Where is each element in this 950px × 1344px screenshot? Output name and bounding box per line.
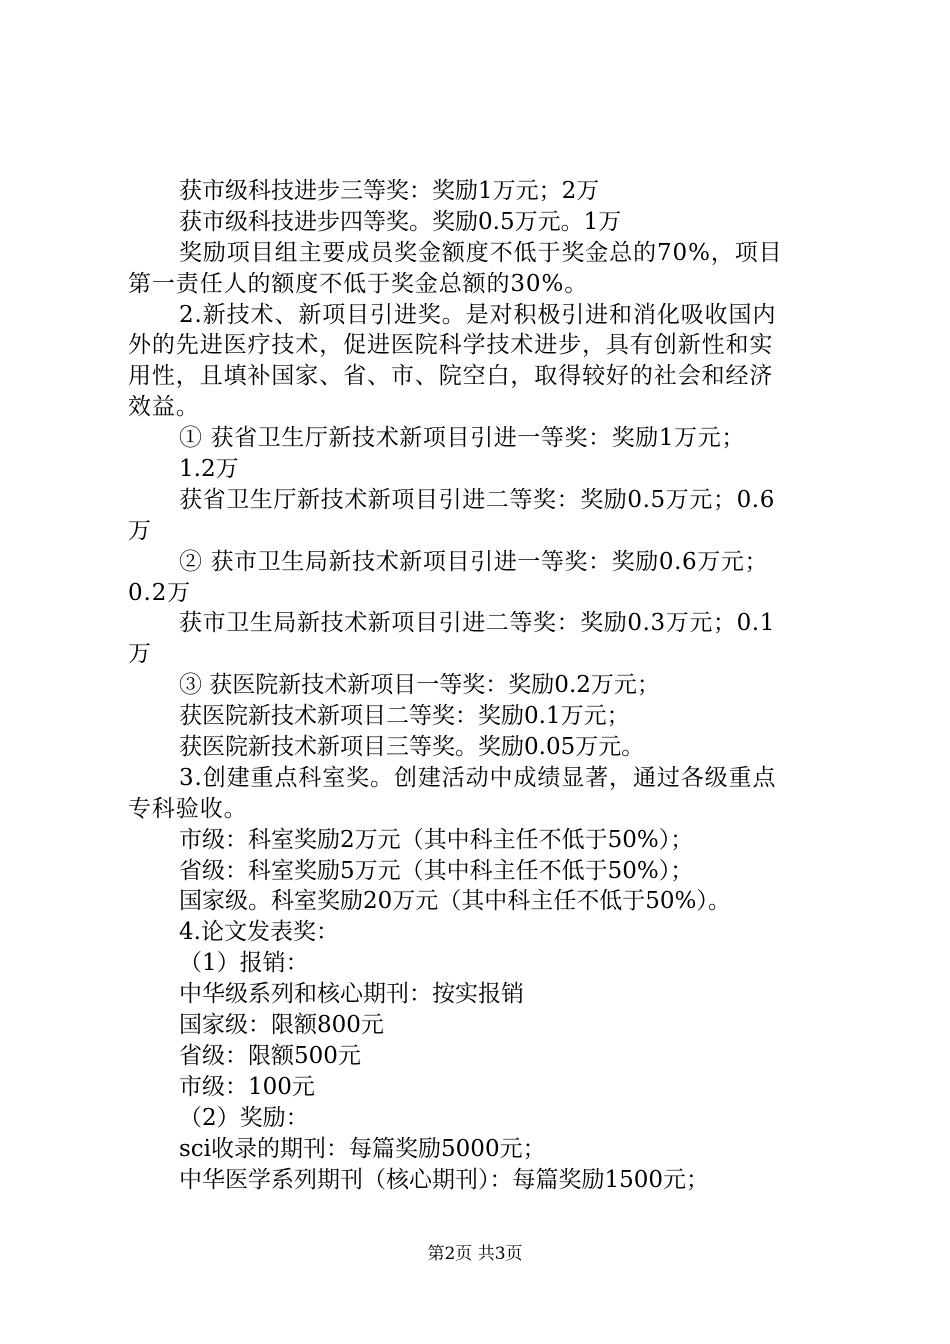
- text-line: 省级：科室奖励5万元（其中科主任不低于50%）；: [179, 857, 694, 884]
- text-line: 外的先进医疗技术，促进医院科学技术进步，具有创新性和实: [128, 332, 774, 359]
- text-line: 1.2万: [179, 456, 239, 483]
- text-line: sci收录的期刊：每篇奖励5000元；: [179, 1135, 546, 1162]
- text-line: 效益。: [128, 394, 200, 421]
- text-line: （2）奖励：: [179, 1104, 309, 1131]
- text-line: 用性，且填补国家、省、市、院空白，取得较好的社会和经济: [128, 363, 774, 390]
- text-line: 市级：科室奖励2万元（其中科主任不低于50%）；: [179, 826, 694, 853]
- text-line: 万: [128, 641, 152, 668]
- text-line: 获医院新技术新项目三等奖。奖励0.05万元。: [179, 734, 645, 761]
- text-line: 万: [128, 517, 152, 544]
- text-line: 3.创建重点科室奖。创建活动中成绩显著，通过各级重点: [179, 764, 777, 791]
- text-line: 获省卫生厅新技术新项目引进二等奖：奖励0.5万元；0.6: [179, 486, 775, 513]
- text-line: 获医院新技术新项目二等奖：奖励0.1万元；: [179, 703, 630, 730]
- text-line: 专科验收。: [128, 795, 248, 822]
- text-line: ① 获省卫生厅新技术新项目引进一等奖：奖励1万元；: [179, 425, 745, 452]
- document-body: [128, 176, 833, 1195]
- text-line: ② 获市卫生局新技术新项目引进一等奖：奖励0.6万元；: [179, 548, 769, 575]
- text-line: 第一责任人的额度不低于奖金总额的30%。: [128, 270, 589, 297]
- text-line: 市级：100元: [179, 1073, 315, 1100]
- text-line: 国家级。科室奖励20万元（其中科主任不低于50%）。: [179, 888, 731, 915]
- page-number-footer: 第2页 共3页: [427, 1244, 523, 1264]
- text-line: 获市卫生局新技术新项目引进二等奖：奖励0.3万元；0.1: [179, 610, 775, 637]
- text-line: ③ 获医院新技术新项目一等奖：奖励0.2万元；: [179, 672, 660, 699]
- text-line: 2.新技术、新项目引进奖。是对积极引进和消化吸收国内: [179, 301, 777, 328]
- text-line: 奖励项目组主要成员奖金额度不低于奖金总的70%，项目: [179, 239, 783, 266]
- text-line: 省级：限额500元: [179, 1042, 361, 1069]
- text-line: 国家级：限额800元: [179, 1012, 384, 1039]
- text-line: 中华级系列和核心期刊：按实报销: [179, 981, 524, 1008]
- text-line: （1）报销：: [179, 950, 309, 977]
- text-line: 4.论文发表奖：: [179, 919, 339, 946]
- text-line: 获市级科技进步三等奖：奖励1万元；2万: [179, 178, 600, 204]
- text-line: 获市级科技进步四等奖。奖励0.5万元。1万: [179, 208, 622, 235]
- text-line: 中华医学系列期刊（核心期刊）：每篇奖励1500元；: [179, 1166, 710, 1193]
- text-line: 0.2万: [128, 579, 192, 606]
